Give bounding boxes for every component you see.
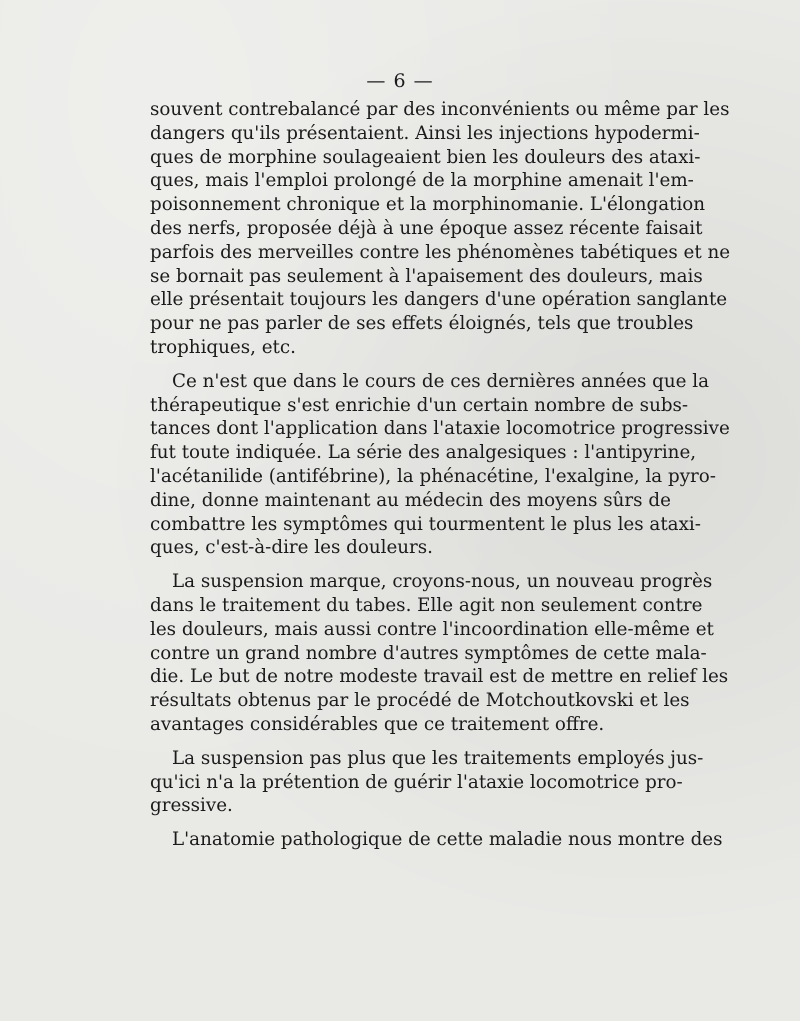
paragraph	[150, 570, 729, 737]
paragraph	[150, 828, 723, 852]
text-line: pour ne pas parler de ses effets éloignés, tels que troubles	[150, 313, 694, 335]
text-line: La suspension pas plus que les traitements employés jus-	[172, 747, 704, 769]
text-line: des nerfs, proposée déjà à une époque assez récente faisait	[150, 217, 703, 239]
text-line: ques de morphine soulageaient bien les douleurs des ataxi-	[150, 146, 701, 168]
text-line: fut toute indiquée. La série des analgesiques : l'antipyrine,	[150, 442, 697, 464]
text-line: poisonnement chronique et la morphinomanie. L'élongation	[150, 194, 706, 216]
text-line: qu'ici n'a la prétention de guérir l'ataxie locomotrice pro-	[150, 771, 683, 793]
body-text	[150, 98, 731, 852]
text-line: contre un grand nombre d'autres symptômes de cette mala-	[150, 642, 707, 664]
text-line: se bornait pas seulement à l'apaisement des douleurs, mais	[150, 265, 703, 287]
text-line: tances dont l'application dans l'ataxie locomotrice progressive	[150, 418, 730, 440]
text-line: die. Le but de notre modeste travail est de mettre en relief les	[150, 666, 729, 688]
text-line: L'anatomie pathologique de cette maladie nous montre des	[172, 829, 723, 851]
text-line: souvent contrebalancé par des inconvénients ou même par les	[150, 99, 730, 120]
text-line: La suspension marque, croyons-nous, un nouveau progrès	[172, 571, 713, 593]
text-line: thérapeutique s'est enrichie d'un certain nombre de subs-	[150, 394, 689, 416]
text-line: ques, c'est-à-dire les douleurs.	[150, 537, 433, 559]
text-line: l'acétanilide (antifébrine), la phénacétine, l'exalgine, la pyro-	[150, 465, 716, 487]
text-line: avantages considérables que ce traitement offre.	[150, 713, 605, 735]
text-line: gressive.	[150, 795, 233, 817]
text-line: combattre les symptômes qui tourmentent le plus les ataxi-	[150, 513, 701, 535]
paragraph	[150, 370, 730, 560]
page-number: — 6 —	[366, 70, 434, 92]
paragraph	[150, 747, 704, 818]
text-line: trophiques, etc.	[150, 336, 296, 358]
text-line: ques, mais l'emploi prolongé de la morphine amenait l'em-	[150, 170, 694, 192]
text-line: dans le traitement du tabes. Elle agit non seulement contre	[150, 594, 703, 616]
text-line: dangers qu'ils présentaient. Ainsi les injections hypodermi-	[150, 122, 700, 144]
text-line: dine, donne maintenant au médecin des moyens sûrs de	[150, 489, 671, 511]
text-line: Ce n'est que dans le cours de ces dernières années que la	[172, 370, 710, 392]
text-line: elle présentait toujours les dangers d'une opération sanglante	[150, 289, 728, 311]
paragraph	[150, 98, 731, 360]
text-line: les douleurs, mais aussi contre l'incoordination elle-même et	[150, 618, 714, 640]
text-line: résultats obtenus par le procédé de Motchoutkovski et les	[150, 690, 690, 712]
text-line: parfois des merveilles contre les phénomènes tabétiques et ne	[150, 241, 731, 263]
